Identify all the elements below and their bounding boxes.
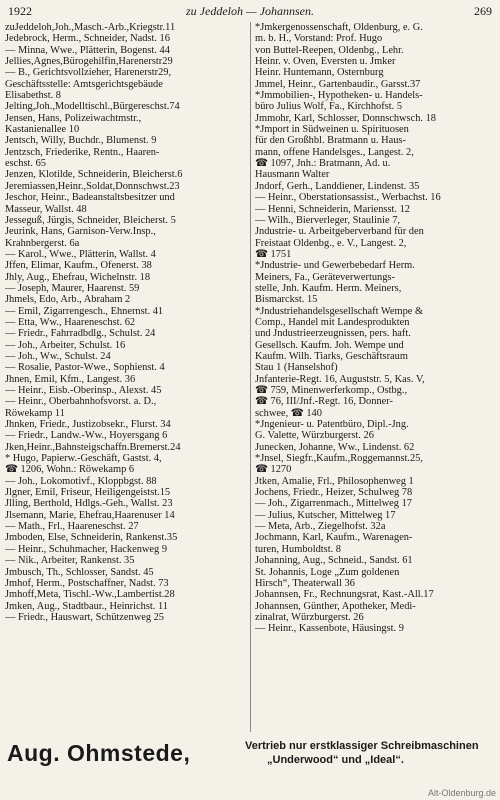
- directory-entry-line: Jelting,Joh.,Modelltischl.,Bürgereschst.74: [5, 101, 180, 113]
- directory-entry-line: Jnfanterie-Regt. 16, Auguststr. 5, Kas. V,: [255, 373, 425, 385]
- directory-entry-line: Hausmann Walter: [255, 169, 330, 181]
- directory-entry-line: Jmhof, Herm., Postschaffner, Nadst. 73: [5, 577, 169, 589]
- directory-entry-line: Jffen, Elimar, Kaufm., Ofenerst. 38: [5, 260, 152, 272]
- directory-entry-line: Johannsen, Günther, Apotheker, Medi-: [255, 600, 416, 612]
- directory-entry-line: — Nik., Arbeiter, Rankenst. 35: [5, 555, 135, 567]
- directory-entry-line: schwee, ☎ 140: [255, 407, 322, 419]
- directory-entry-line: Jmken, Aug., Stadtbaur., Heinrichst. 11: [5, 600, 168, 612]
- directory-entry-line: und Jndustrieerzeugnissen, pers. haft.: [255, 328, 411, 340]
- directory-entry-line: für den Großhbl. Bratmann u. Haus-: [255, 135, 406, 147]
- directory-entry-line: ☎ 759, Minenwerferkomp., Ostbg.,: [255, 385, 408, 396]
- directory-entry-line: — Joh., Lokomotivf., Kloppbgst. 88: [5, 475, 157, 487]
- directory-entry-line: Stau 1 (Hanselshof): [255, 362, 338, 374]
- directory-entry-line: Hirsch“, Theaterwall 36: [255, 577, 355, 589]
- directory-entry-line: Jeremiassen,Heinr.,Soldat,Donnschwst.23: [5, 180, 180, 192]
- directory-entry-line: Röwekamp 11: [5, 407, 65, 419]
- directory-entry-line: Bismarckst. 15: [255, 294, 318, 306]
- column-divider: [250, 22, 251, 732]
- directory-entry-line: büro Julius Wolf, Fa., Kirchhofst. 5: [255, 101, 403, 113]
- directory-entry-line: von Buttel-Reepen, Oldenbg., Lehr.: [255, 44, 404, 56]
- directory-entry-line: Jtken, Amalie, Frl., Philosophenweg 1: [255, 475, 414, 487]
- directory-entry-line: — Friedr., Fahrradbdlg., Schulst. 24: [5, 328, 156, 340]
- directory-entry-line: *Jmport in Südweinen u. Spirituosen: [255, 124, 409, 136]
- directory-entry-line: Elisabethst. 8: [5, 90, 61, 102]
- directory-entry-line: * Hugo, Papierw.-Geschäft, Gastst. 4,: [5, 453, 162, 465]
- directory-entry-line: ☎ 1751: [255, 248, 292, 260]
- directory-entry-line: — Karol., Wwe., Plätterin, Wallst. 4: [5, 248, 156, 260]
- directory-entry-line: Jentzsch, Friederike, Rentn., Haaren-: [5, 146, 160, 158]
- directory-entry-line: stelle, Jnh. Kaufm. Herm. Meiners,: [255, 282, 402, 294]
- directory-entry-line: — Heinr., Eisb.-Oberinsp., Alexst. 45: [5, 385, 162, 396]
- directory-entry-line: mann, offene Handelsges., Langest. 2,: [255, 146, 414, 158]
- directory-entry-line: — Julius, Kutscher, Mittelweg 17: [255, 509, 396, 521]
- directory-entry-line: Krahnbergerst. 6a: [5, 237, 80, 249]
- directory-entry-line: Geschäftsstelle: Amtsgerichtsgebäude: [5, 78, 163, 90]
- right-column: [255, 22, 495, 635]
- left-column: [5, 22, 245, 623]
- directory-entry-line: — Joh., Zigarrenmach., Mittelweg 17: [255, 498, 412, 510]
- directory-entry-line: Heinr. v. Oven, Eversten u. Jmker: [255, 56, 396, 68]
- directory-entry-line: Jentsch, Willy, Buchdr., Blumenst. 9: [5, 135, 157, 147]
- directory-entry-line: Heinr. Huntemann, Osternburg: [255, 67, 384, 79]
- directory-entry-line: Jeurink, Hans, Garnison-Verw.Insp.,: [5, 226, 156, 238]
- directory-entry-line: St. Johannis, Loge „Zum goldenen: [255, 566, 400, 578]
- directory-entry-line: Junecken, Johanne, Ww., Lindenst. 62: [255, 441, 415, 453]
- directory-entry-line: G. Valette, Würzburgerst. 26: [255, 430, 374, 442]
- directory-entry-line: Kaufm. Wilh. Tiarks, Geschäftsraum: [255, 350, 408, 362]
- directory-entry-line: ☎ 1270: [255, 464, 292, 476]
- directory-entry-line: Johanning, Aug., Schneid., Sandst. 61: [255, 555, 413, 567]
- directory-entry-line: Jhnken, Friedr., Justizobsekr., Flurst. 34: [5, 419, 171, 431]
- directory-entry-line: — Heinr., Oberstationsassist., Werbachst. 16: [255, 192, 441, 204]
- directory-entry-line: Jndustrie- u. Arbeitgeberverband für den: [255, 226, 424, 238]
- directory-entry-line: *Jndustrie- und Gewerbebedarf Herm.: [255, 260, 415, 272]
- directory-entry-line: Jesseguß, Jürgis, Schneider, Bleicherst. 5: [5, 214, 176, 226]
- directory-entry-line: Comp., Handel mit Landesprodukten: [255, 316, 410, 328]
- directory-entry-line: — Minna, Wwe., Plätterin, Bogenst. 44: [5, 44, 170, 56]
- directory-entry-line: — Joh., Ww., Schulst. 24: [5, 350, 111, 362]
- directory-entry-line: Jmmohr, Karl, Schlosser, Donnschwsch. 18: [255, 112, 436, 124]
- directory-entry-line: Jeschor, Heinr., Badeanstaltsbesitzer und: [5, 192, 175, 204]
- directory-entry-line: Jmmel, Heinr., Gartenbaudir., Garsst.37: [255, 78, 421, 90]
- directory-entry-line: — Heinr., Oberbahnhofsvorst. a. D.,: [5, 396, 157, 408]
- directory-entry-line: Jken,Heinr.,Bahnsteigschaffn.Bremerst.24: [5, 441, 181, 453]
- directory-entry-line: ☎ 76, III/Jnf.-Regt. 16, Donner-: [255, 396, 393, 408]
- directory-entry-line: *Jngenieur- u. Patentbüro, Dipl.-Jng.: [255, 419, 409, 431]
- directory-entry-line: Jlgner, Emil, Friseur, Heiligengeistst.15: [5, 487, 171, 499]
- directory-entry-line: Jhmels, Edo, Arb., Abraham 2: [5, 294, 131, 306]
- directory-entry-line: — B., Gerichtsvollzieher, Harenerstr29,: [5, 67, 172, 79]
- directory-entry-line: — Friedr., Hauswart, Schützenweg 25: [5, 611, 164, 623]
- ad-text-line-2: „Underwood“ und „Ideal“.: [267, 754, 404, 766]
- directory-entry-line: Freistaat Oldenbg., e. V., Langest. 2,: [255, 237, 407, 249]
- directory-entry-line: Jellies,Agnes,Bürogehilfin,Harenerstr29: [5, 56, 173, 68]
- directory-entry-line: *Jndustriehandelsgesellschaft Wempe &: [255, 305, 424, 317]
- directory-entry-line: Gesellsch. Kaufm. Joh. Wempe und: [255, 339, 404, 351]
- advertisement-footer: [5, 736, 495, 776]
- ad-text-line-1: Vertrieb nur erstklassiger Schreibmaschinen: [245, 740, 479, 752]
- ad-brand: Aug. Ohmstede,: [7, 740, 191, 766]
- directory-entry-line: Jmboden, Else, Schneiderin, Rankenst.35: [5, 532, 178, 544]
- directory-entry-line: Jlling, Berthold, Hdlgs.-Geh., Wallst. 23: [5, 498, 173, 510]
- directory-entry-line: — Wilh., Bierverleger, Staulinie 7,: [255, 214, 400, 226]
- directory-entry-line: *Jmmobilien-, Hypotheken- u. Handels-: [255, 90, 423, 102]
- directory-entry-line: — Heinr., Schuhmacher, Hackenweg 9: [5, 543, 168, 555]
- directory-entry-line: zuJeddeloh,Joh.,Masch.-Arb.,Kriegstr.11: [5, 22, 176, 33]
- page-number-left: 1922: [8, 4, 32, 18]
- directory-entry-line: Jochens, Friedr., Heizer, Schulweg 78: [255, 487, 413, 499]
- directory-entry-line: — Rosalie, Pastor-Wwe., Sophienst. 4: [5, 362, 165, 374]
- directory-entry-line: Jmhoff,Meta, Tischl.-Ww.,Lambertist.28: [5, 589, 175, 601]
- watermark: Alt-Oldenburg.de: [427, 788, 496, 798]
- directory-entry-line: *Jnsel, Siegfr.,Kaufm.,Roggemannst.25,: [255, 453, 423, 465]
- page-number-right: 269: [474, 4, 492, 18]
- directory-entry-line: Jlsemann, Marie, Ehefrau,Haarenuser 14: [5, 509, 175, 521]
- directory-entry-line: Meiners, Fa., Geräteverwertungs-: [255, 271, 395, 283]
- directory-entry-line: — Henni, Schneiderin, Mariensst. 12: [255, 203, 410, 215]
- directory-entry-line: — Joseph, Maurer, Haarenst. 59: [5, 282, 140, 294]
- directory-entry-line: — Friedr., Landw.-Ww., Hoyersgang 6: [5, 430, 168, 442]
- directory-entry-line: Jedebrock, Herm., Schneider, Nadst. 16: [5, 33, 170, 45]
- directory-entry-line: m. b. H., Vorstand: Prof. Hugo: [255, 33, 383, 45]
- directory-entry-line: Jensen, Hans, Polizeiwachtmstr.,: [5, 112, 142, 124]
- directory-entry-line: — Joh., Arbeiter, Schulst. 16: [5, 339, 126, 351]
- directory-entry-line: Jndorf, Gerh., Landdiener, Lindenst. 35: [255, 180, 420, 192]
- page-title: zu Jeddeloh — Johannsen.: [186, 4, 314, 18]
- directory-entry-line: — Emil, Zigarrengesch., Ehnernst. 41: [5, 305, 164, 317]
- directory-entry-line: — Heinr., Kassenbote, Häusingst. 9: [255, 623, 404, 635]
- directory-entry-line: Jenzen, Klotilde, Schneiderin, Bleicherst.6: [5, 169, 183, 181]
- page-header: [8, 4, 492, 20]
- directory-entry-line: ☎ 1097, Jnh.: Bratmann, Ad. u.: [255, 158, 391, 170]
- directory-entry-line: Johannsen, Fr., Rechnungsrat, Kast.-All.17: [255, 589, 434, 601]
- directory-entry-line: Jhnen, Emil, Kfm., Langest. 36: [5, 373, 136, 385]
- directory-entry-line: Jhly, Aug., Ehefrau, Wichelnstr. 18: [5, 271, 151, 283]
- directory-entry-line: ☎ 1206, Wohn.: Röwekamp 6: [5, 464, 135, 476]
- directory-entry-line: zinalrat, Würzburgerst. 26: [255, 611, 364, 623]
- directory-entry-line: — Math., Frl., Haareneschst. 27: [5, 521, 139, 533]
- directory-entry-line: Jmbusch, Th., Schlosser, Sandst. 45: [5, 566, 154, 578]
- directory-entry-line: Jochmann, Karl, Kaufm., Warenagen-: [255, 532, 413, 544]
- directory-entry-line: turen, Humboldtst. 8: [255, 543, 342, 555]
- directory-entry-line: *Jmkergenossenschaft, Oldenburg, e. G.: [255, 22, 423, 33]
- directory-entry-line: — Etta, Ww., Haareneschst. 62: [5, 316, 136, 328]
- directory-entry-line: Masseur, Wallst. 48: [5, 203, 87, 215]
- directory-entry-line: eschst. 65: [5, 158, 46, 170]
- directory-entry-line: — Meta, Arb., Ziegelhofst. 32a: [255, 521, 386, 533]
- directory-entry-line: Kastanienallee 10: [5, 124, 80, 136]
